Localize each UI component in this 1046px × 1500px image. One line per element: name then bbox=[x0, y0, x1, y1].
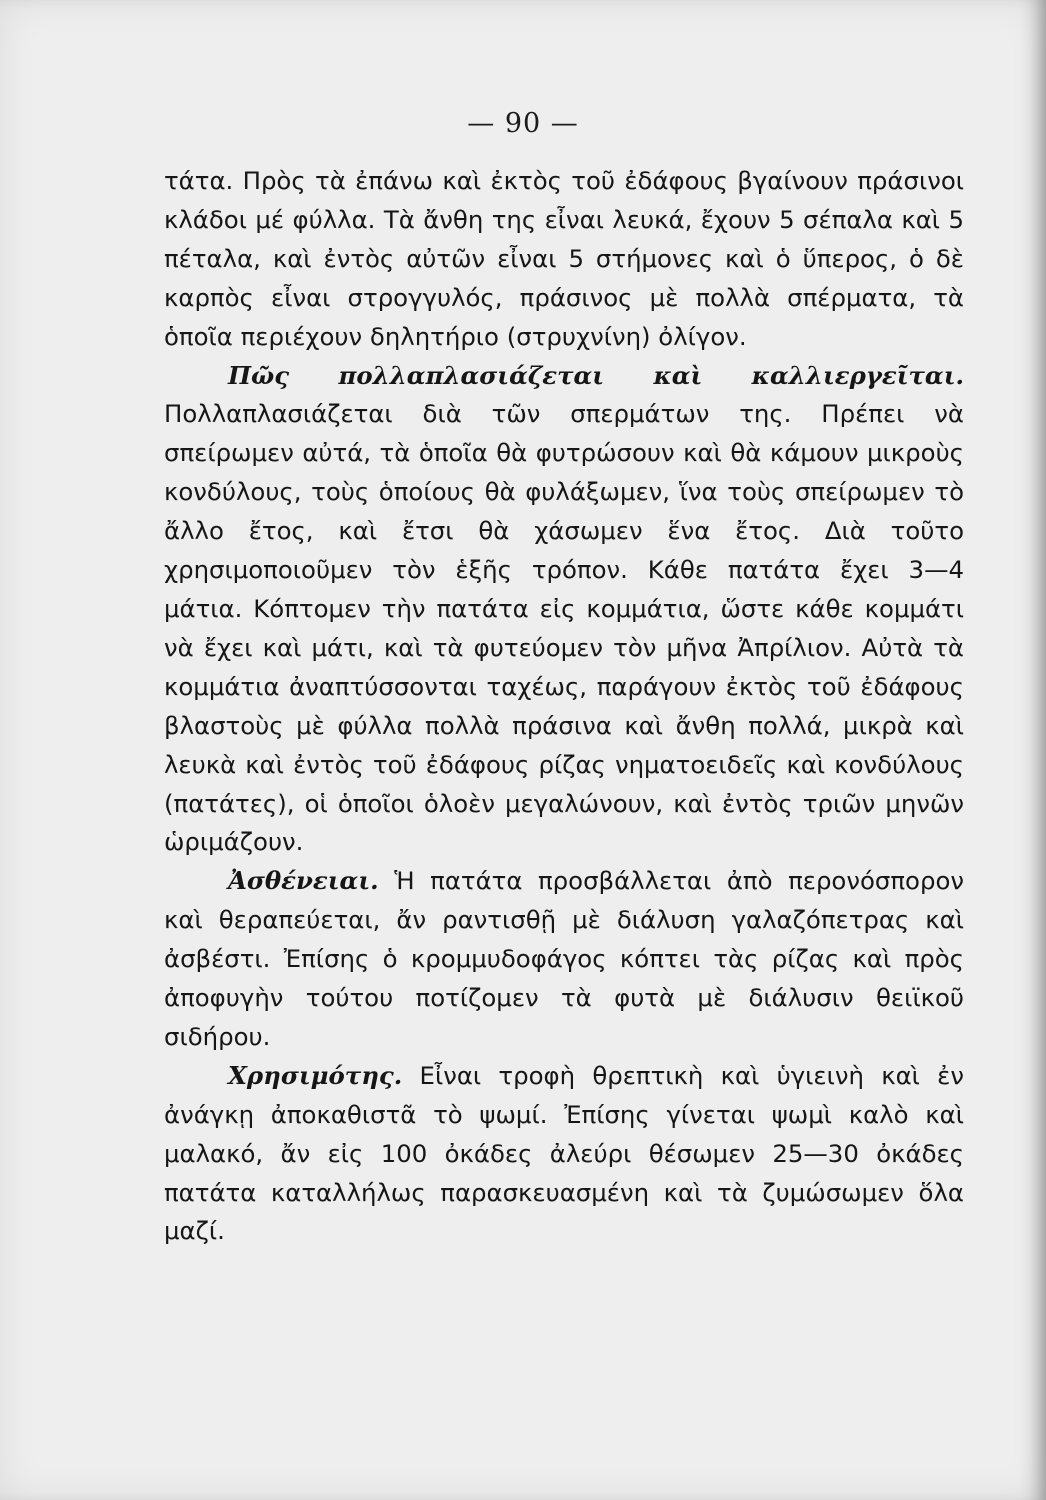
diseases-heading: Ἀσθένειαι. bbox=[228, 866, 379, 896]
paragraph-usefulness bbox=[164, 1057, 964, 1252]
paragraph-diseases bbox=[164, 862, 964, 1057]
usefulness-heading: Χρησιμότης. bbox=[228, 1060, 403, 1090]
usefulness-text: Εἶναι τροφὴ θρεπτικὴ καὶ ὑγιεινὴ καὶ ἐν ἀνάγκῃ ἀποκαθιστᾶ τὸ ψωμί. Ἐπίσης γίνεται ψωμὶ καλὸ καὶ μαλακό, ἄν εἰς 100 ὀκάδες ἀλεύρι θέσωμεν 25—30 ὀκάδες πατάτα καταλλήλως παρασκευασμένη καὶ τὰ ζυμώσωμεν ὅλα μαζί. bbox=[164, 1060, 964, 1246]
diseases-text: Ἡ πατάτα προσβάλλεται ἀπὸ περονόσπορον καὶ θεραπεύεται, ἄν ραντισθῇ μὲ διάλυση γαλαζόπετρας καὶ ἀσβέστι. Ἐπίσης ὁ κρομμυδοφάγος κόπτει τὰς ρίζας καὶ πρὸς ἀποφυγὴν τούτου ποτίζομεν τὰ φυτὰ μὲ διάλυσιν θειϊκοῦ σιδήρου. bbox=[164, 866, 964, 1051]
page-number: — 90 — bbox=[467, 108, 579, 139]
paragraph-flowers bbox=[164, 162, 964, 357]
paragraph-propagation bbox=[164, 357, 964, 863]
propagation-text: Πολλαπλασιάζεται διὰ τῶν σπερμάτων της. Πρέπει νὰ σπείρωμεν αὐτά, τὰ ὁποῖα θὰ φυτρώσουν καὶ θὰ κάμουν μικροὺς κονδύλους, τοὺς ὁποίους θὰ φυλάξωμεν, ἵνα τοὺς σπείρωμεν τὸ ἄλλο ἔτος, καὶ ἔτσι θὰ χάσωμεν ἕνα ἔτος. Διὰ τοῦτο χρησιμοποιοῦμεν τὸν ἑξῆς τρόπον. Κάθε πατάτα ἔχει 3—4 μάτια. Κόπτομεν τὴν πατάτα εἰς κομμάτια, ὥστε κάθε κομμάτι νὰ ἔχει καὶ μάτι, καὶ τὰ φυτεύομεν τὸν μῆνα Ἀπρίλιον. Αὐτὰ τὰ κομμάτια ἀναπτύσσονται ταχέως, παράγουν ἐκτὸς τοῦ ἐδάφους βλαστοὺς μὲ φύλλα πολλὰ πράσινα καὶ ἄνθη πολλά, μικρὰ καὶ λευκὰ καὶ ἐντὸς τοῦ ἐδάφους ρίζας νηματοειδεῖς καὶ κονδύλους (πατάτες), οἱ ὁποῖοι ὁλοὲν μεγαλώνουν, καὶ ἐντὸς τριῶν μηνῶν ὡριμάζουν. bbox=[164, 399, 964, 857]
body-text bbox=[164, 162, 964, 1251]
paragraph-flowers-text: τάτα. Πρὸς τὰ ἐπάνω καὶ ἐκτὸς τοῦ ἐδάφους βγαίνουν πράσινοι κλάδοι μέ φύλλα. Τὰ ἄνθη της εἶναι λευκά, ἔχουν 5 σέπαλα καὶ 5 πέταλα, καὶ ἐντὸς αὐτῶν εἶναι 5 στήμονες καὶ ὁ ὕπερος, ὁ δὲ καρπὸς εἶναι στρογγυλός, πράσινος μὲ πολλὰ σπέρματα, τὰ ὁποῖα περιέχουν δηλητήριο (στρυχνίνη) ὀλίγον. bbox=[164, 166, 964, 351]
propagation-heading: Πῶς πολλαπλασιάζεται καὶ καλλιεργεῖται. bbox=[228, 360, 964, 390]
